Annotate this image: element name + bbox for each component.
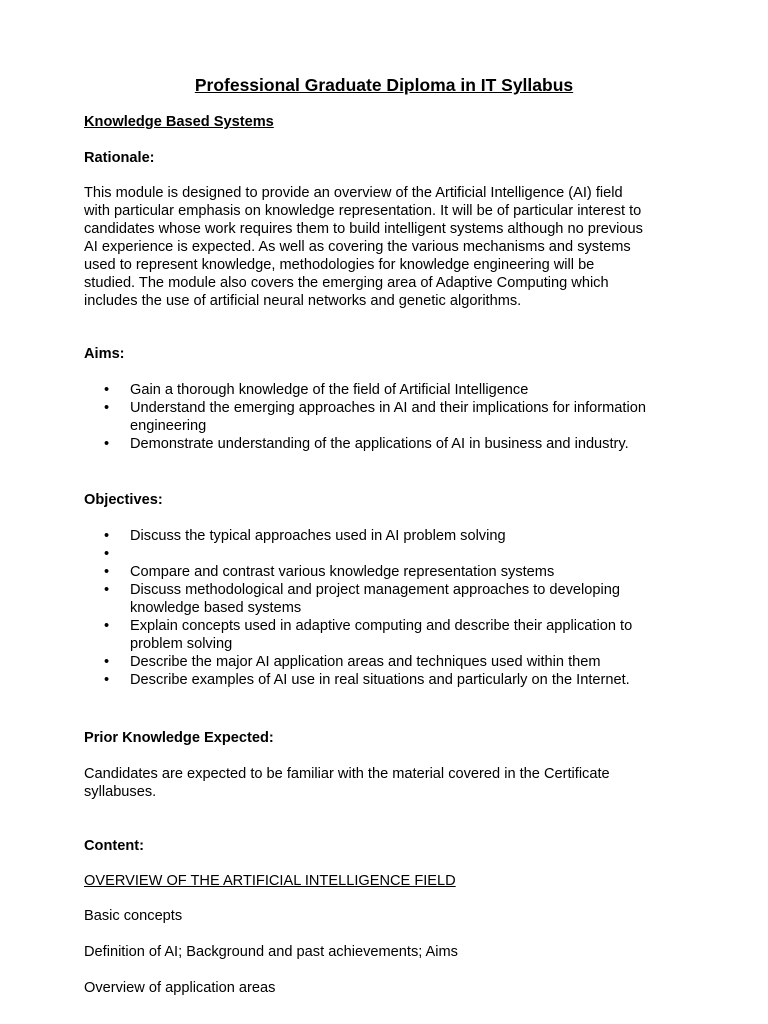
aims-list [84, 381, 684, 453]
rationale-line: This module is designed to provide an overview of the Artificial Intelligence (AI) field [84, 185, 623, 201]
content-paragraph: Basic concepts [84, 908, 183, 924]
rationale-paragraph [84, 184, 684, 310]
prior-knowledge-line: syllabuses. [84, 784, 157, 800]
objectives-heading: Objectives: [84, 492, 163, 508]
content-paragraph: Definition of AI; Background and past achievements; Aims [84, 944, 458, 960]
rationale-heading: Rationale: [84, 150, 155, 166]
rationale-line: AI experience is expected. As well as covering the various mechanisms and systems [84, 239, 631, 255]
content-section-title: OVERVIEW OF THE ARTIFICIAL INTELLIGENCE FIELD [84, 873, 456, 889]
rationale-line: studied. The module also covers the emerging area of Adaptive Computing which [84, 275, 609, 291]
rationale-line: candidates whose work requires them to build intelligent systems although no previous [84, 221, 643, 237]
prior-knowledge-paragraph [84, 765, 684, 801]
prior-knowledge-line: Candidates are expected to be familiar with the material covered in the Certificate [84, 766, 610, 782]
objectives-item: • Discuss the typical approaches used in AI problem solving [84, 527, 684, 545]
objectives-item: • Explain concepts used in adaptive computing and describe their application to problem solving [84, 617, 684, 653]
objectives-item: • Compare and contrast various knowledge representation systems [84, 563, 684, 581]
content-paragraph: Overview of application areas [84, 980, 276, 996]
prior-knowledge-heading: Prior Knowledge Expected: [84, 730, 274, 746]
rationale-line: includes the use of artificial neural networks and genetic algorithms. [84, 293, 522, 309]
objectives-item: • Discuss methodological and project management approaches to developing knowledge based systems [84, 581, 684, 617]
objectives-item: • Describe the major AI application areas and techniques used within them [84, 653, 684, 671]
aims-item: • Understand the emerging approaches in AI and their implications for information engineering [84, 399, 684, 435]
rationale-line: used to represent knowledge, methodologies for knowledge engineering will be [84, 257, 595, 273]
module-name: Knowledge Based Systems [84, 114, 274, 130]
objectives-list [84, 527, 684, 689]
rationale-line: with particular emphasis on knowledge representation. It will be of particular interest to [84, 203, 642, 219]
content-heading: Content: [84, 838, 144, 854]
aims-heading: Aims: [84, 346, 125, 362]
objectives-item [84, 545, 684, 563]
document-title: Professional Graduate Diploma in IT Syllabus [194, 75, 574, 95]
aims-item: • Gain a thorough knowledge of the field of Artificial Intelligence [84, 381, 684, 399]
objectives-item: • Describe examples of AI use in real situations and particularly on the Internet. [84, 671, 684, 689]
aims-item: • Demonstrate understanding of the applications of AI in business and industry. [84, 435, 684, 453]
